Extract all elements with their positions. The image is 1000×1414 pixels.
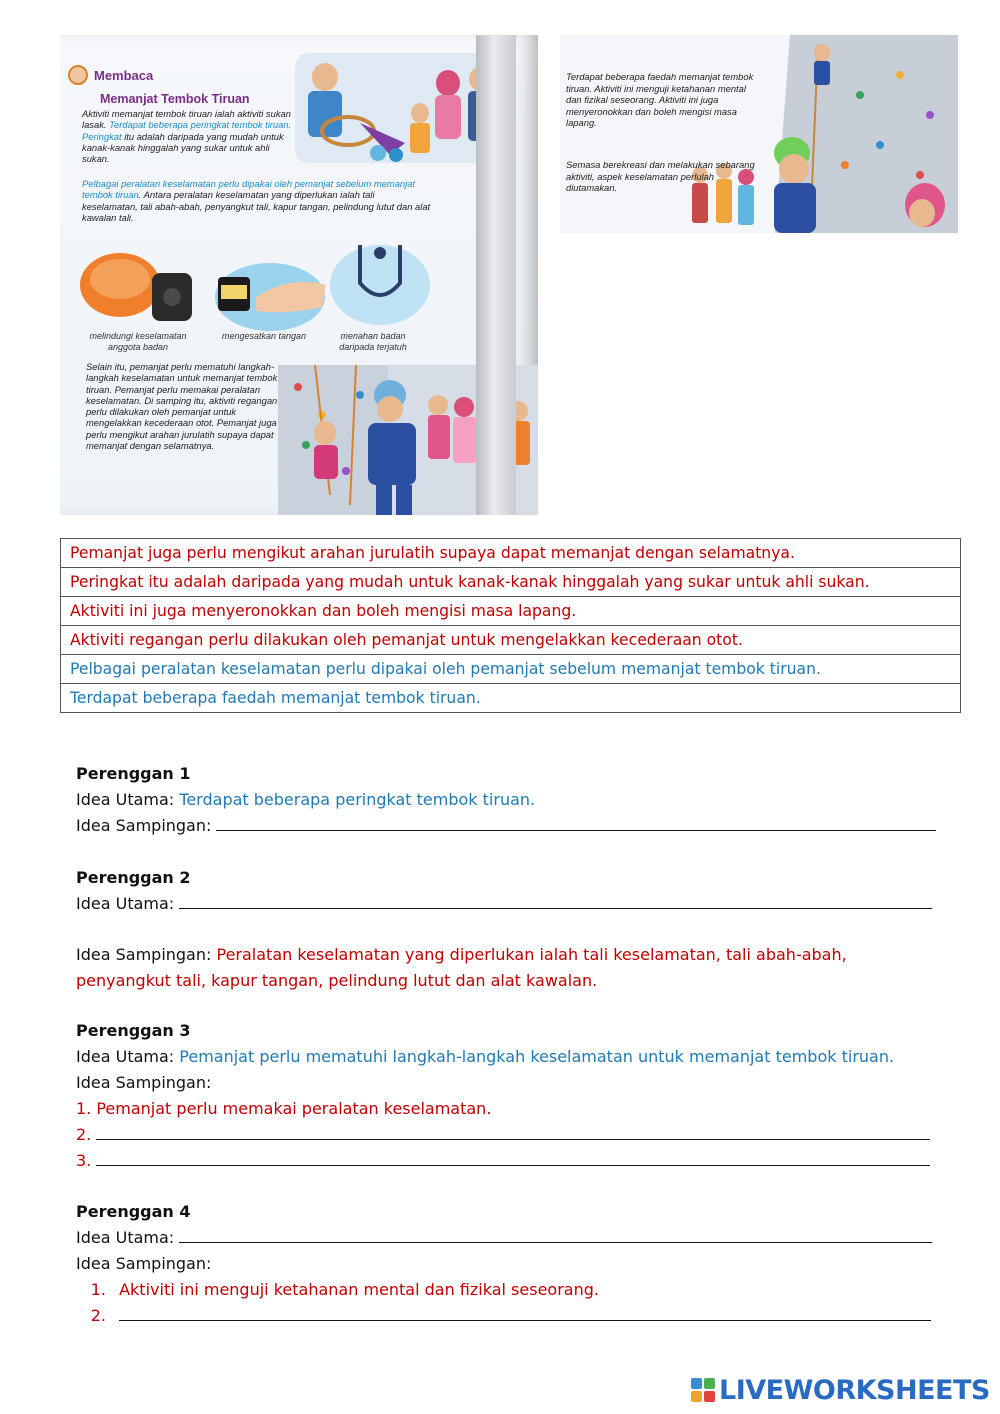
p3-item-3-number: 3. — [76, 1151, 92, 1170]
p4-item-2-blank[interactable] — [119, 1306, 931, 1321]
sentence-row[interactable] — [61, 568, 961, 597]
sentence-option[interactable]: Pemanjat juga perlu mengikut arahan jurulatih supaya dapat memanjat dengan selamatnya. — [61, 539, 961, 568]
p2-idea-sampingan-row — [76, 945, 847, 965]
textbook-paragraph-2: Pelbagai peralatan keselamatan perlu dipakai oleh pemanjat sebelum memanjat tembok tiruan. Antara peralatan keselamatan yang diperlukan ialah tali keselamatan, tali abah-abah, penyangkut tali, kapur tangan, pelindung lutut dan alat kawalan tali. — [82, 178, 431, 223]
climbing-wall-illustration — [560, 35, 958, 233]
p3-idea-utama-row — [76, 1047, 894, 1067]
p1-idea-sampingan-row — [76, 816, 936, 836]
sentence-option[interactable]: Aktiviti ini juga menyeronokkan dan boleh mengisi masa lapang. — [61, 597, 961, 626]
p4-idea-utama-blank[interactable] — [179, 1228, 932, 1243]
p3-heading: Perenggan 3 — [76, 1021, 191, 1040]
textbook-paragraph-3: Selain itu, pemanjat perlu mematuhi langkah-langkah keselamatan untuk memanjat tembok tiruan. Pemanjat perlu memakai peralatan keselamatan. Di samping itu, aktiviti regangan perlu dilakukan oleh pemanjat untuk mengelakkan kecederaan otot. Pemanjat juga perlu mengikut arahan jurulatih supaya dapat memanjat dengan selamatnya. — [86, 361, 278, 452]
sentence-option[interactable]: Pelbagai peralatan keselamatan perlu dipakai oleh pemanjat sebelum memanjat tembok tiruan. — [61, 655, 961, 684]
p1-idea-utama-label: Idea Utama: — [76, 790, 175, 809]
p1-heading: Perenggan 1 — [76, 764, 191, 783]
p3-item-2-blank[interactable] — [96, 1125, 930, 1140]
sentence-option[interactable]: Terdapat beberapa faedah memanjat tembok tiruan. — [61, 684, 961, 713]
p3-idea-utama-label: Idea Utama: — [76, 1047, 175, 1066]
textbook-right-paragraph-2: Semasa berekreasi dan melakukan sebarang aktiviti, aspek keselamatan perlulah diutamakan. — [566, 159, 755, 194]
sentence-row[interactable] — [61, 539, 961, 568]
p3-item-2-number: 2. — [76, 1125, 92, 1144]
sentence-option[interactable]: Aktiviti regangan perlu dilakukan oleh pemanjat untuk mengelakkan kecederaan otot. — [61, 626, 961, 655]
p4-idea-utama-label: Idea Utama: — [76, 1228, 175, 1247]
p4-item-2-row — [76, 1306, 931, 1326]
p3-idea-utama-answer[interactable]: Pemanjat perlu mematuhi langkah-langkah keselamatan untuk memanjat tembok tiruan. — [179, 1047, 895, 1066]
book-spine — [476, 35, 516, 515]
p4-item-1-answer[interactable]: Aktiviti ini menguji ketahanan mental dan fizikal seseorang. — [119, 1280, 599, 1299]
caption-helmet: melindungi keselamatan anggota badan — [89, 331, 187, 352]
p1-idea-utama-answer[interactable]: Terdapat beberapa peringkat tembok tiruan. — [179, 790, 536, 809]
p2-idea-sampingan-answer-2[interactable]: penyangkut tali, kapur tangan, pelindung lutut dan alat kawalan. — [76, 971, 598, 990]
section-label: Membaca — [68, 65, 153, 85]
caption-chalk: mengesatkan tangan — [221, 331, 307, 341]
p4-item-1-number: 1. — [90, 1280, 106, 1299]
p4-idea-utama-row — [76, 1228, 932, 1248]
p3-item-2-row — [76, 1125, 930, 1145]
p2-idea-sampingan-answer-1[interactable]: Peralatan keselamatan yang diperlukan ialah tali keselamatan, tali abah-abah, — [216, 945, 847, 964]
p2-idea-sampingan-label: Idea Sampingan: — [76, 945, 212, 964]
p3-item-3-blank[interactable] — [96, 1151, 930, 1166]
sentence-row[interactable] — [61, 655, 961, 684]
textbook-paragraph-1: Aktiviti memanjat tembok tiruan ialah aktiviti sukan lasak. Terdapat beberapa peringkat tembok tiruan. Peringkat itu adalah daripada yang mudah untuk kanak-kanak hinggalah yang sukar untuk ahli sukan. — [82, 108, 292, 165]
sentence-option[interactable]: Peringkat itu adalah daripada yang mudah untuk kanak-kanak hinggalah yang sukar untuk ahli sukan. — [61, 568, 961, 597]
p1-idea-sampingan-blank[interactable] — [216, 816, 936, 831]
p3-item-3-row — [76, 1151, 930, 1171]
logo-text: LIVEWORKSHEETS — [719, 1374, 990, 1406]
sentence-row[interactable] — [61, 684, 961, 713]
sentence-row[interactable] — [61, 597, 961, 626]
p1-idea-sampingan-label: Idea Sampingan: — [76, 816, 212, 835]
textbook-right-paragraph-1: Terdapat beberapa faedah memanjat tembok tiruan. Aktiviti ini menguji ketahanan mental dan fizikal seseorang. Aktiviti ini juga menyeronokkan dan boleh mengisi masa lapang. — [566, 71, 754, 129]
p2-heading: Perenggan 2 — [76, 868, 191, 887]
p4-idea-sampingan-label: Idea Sampingan: — [76, 1254, 212, 1273]
p4-item-2-number: 2. — [90, 1306, 106, 1325]
p2-idea-utama-blank[interactable] — [179, 894, 932, 909]
sentence-bank-table — [60, 538, 961, 713]
logo-grid-icon — [691, 1378, 715, 1402]
textbook-page-left — [60, 35, 538, 515]
book-icon — [68, 65, 88, 85]
p1-idea-utama-row — [76, 790, 535, 810]
caption-harness: menahan badan daripada terjatuh — [339, 331, 407, 352]
p4-heading: Perenggan 4 — [76, 1202, 191, 1221]
textbook-page-right — [560, 35, 958, 233]
p2-idea-utama-row — [76, 894, 932, 914]
p2-idea-utama-label: Idea Utama: — [76, 894, 175, 913]
p4-item-1-row — [76, 1280, 599, 1300]
textbook-title: Memanjat Tembok Tiruan — [100, 92, 250, 106]
p3-idea-sampingan-label: Idea Sampingan: — [76, 1073, 212, 1092]
sentence-row[interactable] — [61, 626, 961, 655]
liveworksheets-logo — [691, 1374, 990, 1406]
p3-item-1[interactable]: 1. Pemanjat perlu memakai peralatan keselamatan. — [76, 1099, 492, 1118]
